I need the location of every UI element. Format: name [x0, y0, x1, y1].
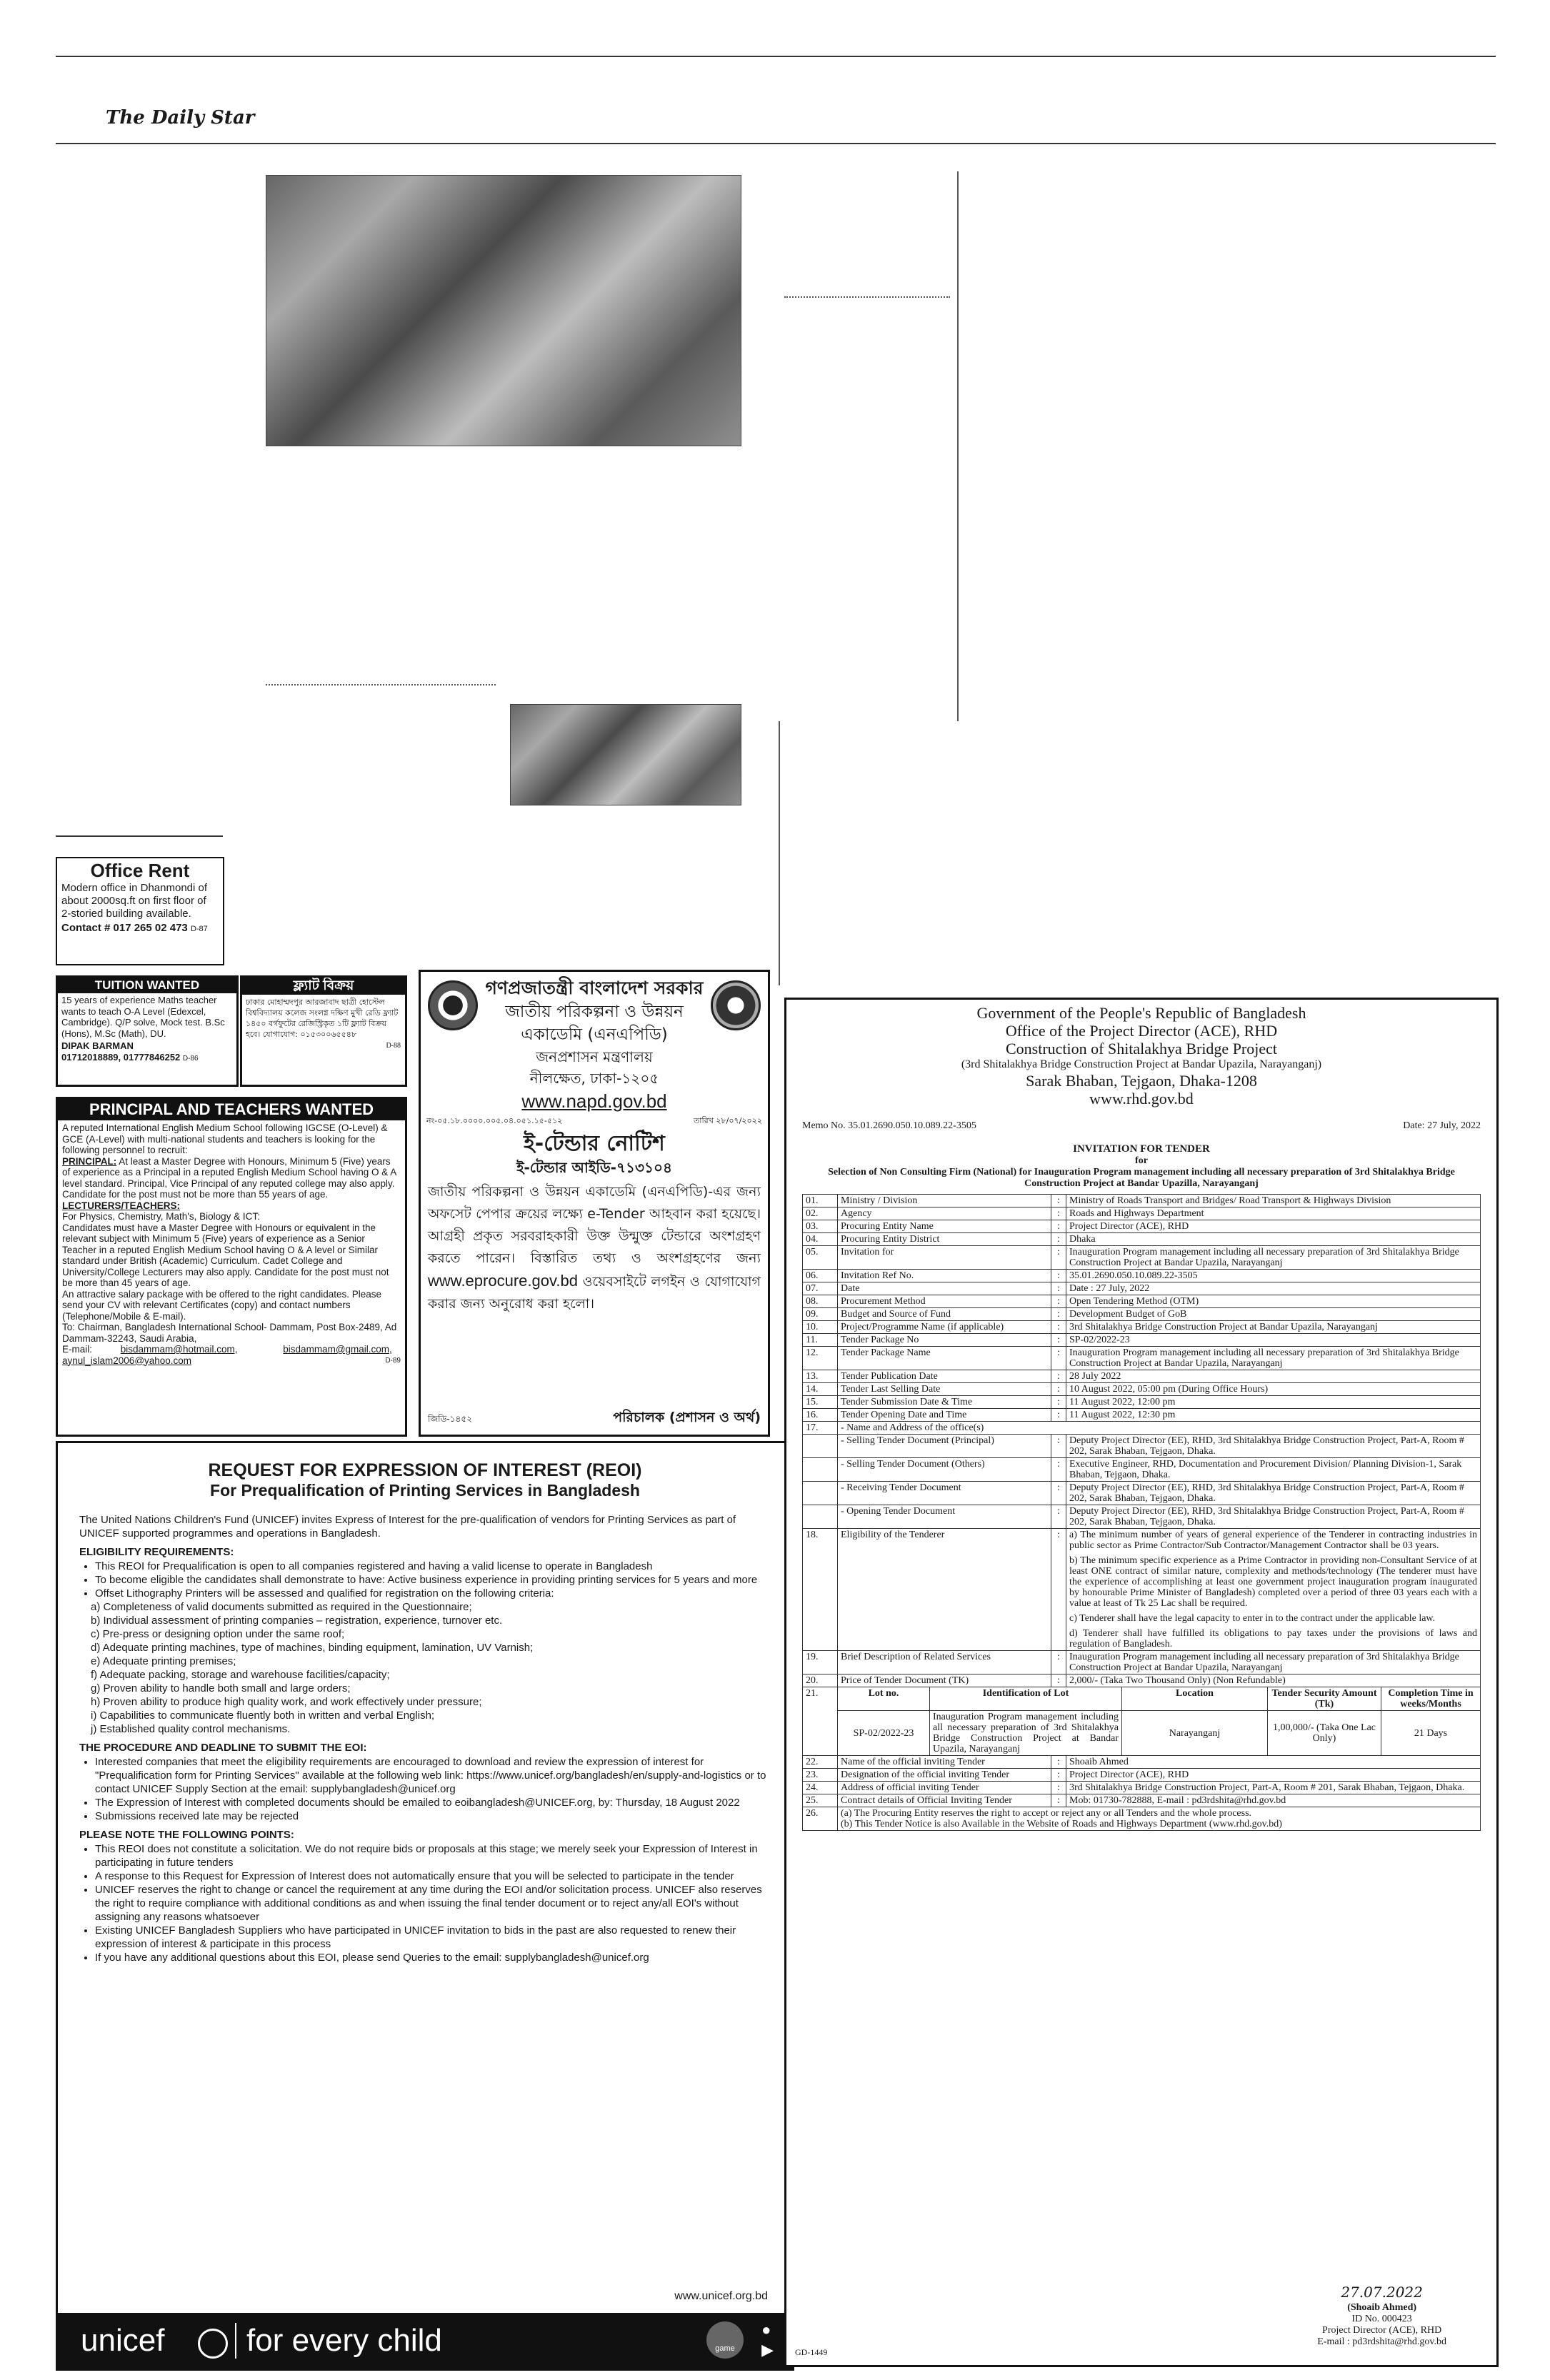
- eligibility-heading: ELIGIBILITY REQUIREMENTS:: [79, 1546, 234, 1558]
- eligibility-item: b) The minimum specific experience as a Prime Contractor in providing non-Consultant Service of at least ONE contract of similar nature, complexity and methods/technology (The tenderer must have the experience of accomplishing at least one government project inauguration program inaugurated by honourable Prime Minister of Bangladesh) completed over a period of three 03 years each with a value at least of Tk 25 Lac shall be required.: [1069, 1555, 1477, 1609]
- napd-address: নীলক্ষেত, ঢাকা-১২০৫: [529, 1070, 659, 1087]
- lot-cell: SP-02/2022-23: [838, 1711, 930, 1756]
- criteria-item: g) Proven ability to handle both small and large orders;: [91, 1682, 351, 1694]
- table-row: [803, 1711, 1481, 1756]
- row-value: 11 August 2022, 12:00 pm: [1066, 1396, 1481, 1409]
- napd-signature: পরিচালক (প্রশাসন ও অর্থ): [613, 1410, 761, 1425]
- row-number: 18.: [803, 1529, 838, 1651]
- email-link[interactable]: bisdammam@hotmail.com,: [120, 1344, 238, 1355]
- criteria-item: i) Capabilities to communicate fluently both in written and verbal English;: [91, 1709, 435, 1722]
- list-item: • Interested companies that meet the eligibility requirements are encouraged to download and review the expression of interest for "Prequalification form for Printing Services" available at the following web link: https://www.unicef.org/bangladesh/en/supply-and-logistics or to contact UNICEF Supply Section at the email: supplybangladesh@unicef.org: [95, 1755, 771, 1796]
- table-row: 18. Eligibility of the Tenderer : a) The minimum number of years of general experience of the Tenderer in contracting industries in public sector as Prime Contractor/Sub Contractor/Management Contractor shall be 03 years. b) The minimum specific experience as a Prime Contractor in providing non-Consultant Service of at least ONE contract of similar nature, complexity and methods/technology (The tenderer must have the experience of accomplishing at least one government project inauguration program inaugurated by honourable Prime Minister of Bangladesh) completed over a period of three 03 years each with a value at least of Tk 25 Lac shall be required. c) Tenderer shall have the legal capacity to enter in to the contract under the applicable law. d) Tenderer shall have fulfilled its obligations to pay taxes under the provisions of laws and regulation of Bangladesh.: [803, 1529, 1481, 1651]
- lot-header: Identification of Lot: [930, 1687, 1122, 1711]
- unicef-logo: unicef: [81, 2323, 165, 2358]
- row-number: 25.: [803, 1794, 838, 1807]
- table-row: 07. Date : Date : 27 July, 2022: [803, 1282, 1481, 1295]
- market-photo: [266, 175, 741, 446]
- row-key: - Opening Tender Document: [838, 1505, 1051, 1529]
- criteria-item: f) Adequate packing, storage and warehouse facilities/capacity;: [91, 1669, 390, 1681]
- address-text: To: Chairman, Bangladesh International School- Dammam, Post Box-2489, Ad Dammam-32243, Saudi Arabia,: [62, 1322, 397, 1344]
- govt-seal-icon: [428, 980, 478, 1030]
- top-rule: [56, 56, 1496, 57]
- unicef-tagline: for every child: [246, 2323, 442, 2358]
- table-row: 13. Tender Publication Date : 28 July 2022: [803, 1370, 1481, 1383]
- row-number: 07.: [803, 1282, 838, 1295]
- reoi-intro: The United Nations Children's Fund (UNICEF) invites Express of Interest for the pre-qualification of vendors for Printing Services as part of UNICEF supported programmes and operations in Bangladesh.: [79, 1514, 736, 1540]
- tender-heading: INVITATION FOR TENDER: [1073, 1143, 1210, 1155]
- row-value: Roads and Highways Department: [1066, 1207, 1481, 1220]
- table-row: 14. Tender Last Selling Date : 10 August 2022, 05:00 pm (During Office Hours): [803, 1383, 1481, 1396]
- criteria-item: c) Pre-press or designing option under the same roof;: [91, 1628, 345, 1640]
- flat-sale-ad: [240, 975, 407, 1087]
- row-key: - Selling Tender Document (Principal): [838, 1435, 1051, 1458]
- procedure-heading: THE PROCEDURE AND DEADLINE TO SUBMIT THE EOI:: [79, 1742, 367, 1754]
- lot-header: Completion Time in weeks/Months: [1381, 1687, 1481, 1711]
- ad-code: D-87: [190, 925, 208, 933]
- row-number: 06.: [803, 1270, 838, 1282]
- row-number: 22.: [803, 1756, 838, 1769]
- eligibility-item: c) Tenderer shall have the legal capacity to enter in to the contract under the applicable law.: [1069, 1613, 1436, 1624]
- tender-project: Construction of Shitalakhya Bridge Project: [1005, 1040, 1278, 1058]
- row-key: Date: [838, 1282, 1051, 1295]
- row-value: Dhaka: [1066, 1233, 1481, 1246]
- tuition-name: DIPAK BARMAN: [61, 1040, 134, 1051]
- signature-designation: Project Director (ACE), RHD: [1322, 2325, 1442, 2336]
- row-key: Tender Opening Date and Time: [838, 1409, 1051, 1422]
- row-number: 09.: [803, 1308, 838, 1321]
- list-item: • Submissions received late may be rejected: [95, 1809, 771, 1823]
- criteria-item: d) Adequate printing machines, type of machines, binding equipment, lamination, UV Varnish;: [91, 1642, 534, 1654]
- tender-project-sub: (3rd Shitalakhya Bridge Construction Project at Bandar Upazila, Narayanganj): [961, 1058, 1322, 1070]
- napd-website[interactable]: www.napd.gov.bd: [521, 1090, 667, 1112]
- note-a: (a) The Procuring Entity reserves the right to accept or reject any or all Tenders and the whole process.: [841, 1808, 1252, 1819]
- tender-table-tail: [802, 1755, 1481, 1831]
- office-rent-ad: [56, 857, 224, 965]
- row-key: Procurement Method: [838, 1295, 1051, 1308]
- tender-for: for: [1135, 1155, 1148, 1166]
- criteria-item: h) Proven ability to produce high quality work, and work effectively under pressure;: [91, 1696, 482, 1708]
- tuition-body: 15 years of experience Maths teacher wants to teach O-A Level (Edexcel, Cambridge). Q/P solve, Mock test. B.Sc (Hons), M.Sc (Math), DU.: [61, 995, 225, 1039]
- lot-header: Location: [1122, 1687, 1268, 1711]
- ad-code: D-89: [385, 1356, 401, 1365]
- tuition-phone: 01712018889, 01777846252: [61, 1051, 181, 1063]
- table-row: 20. Price of Tender Document (TK) : 2,000/- (Taka Two Thousand Only) (Non Refundable): [803, 1674, 1481, 1687]
- table-row: 16. Tender Opening Date and Time : 11 August 2022, 12:30 pm: [803, 1409, 1481, 1422]
- row-key: Designation of the official inviting Tender: [838, 1769, 1051, 1782]
- game-logo-icon: [706, 2321, 744, 2359]
- row-key: Procuring Entity Name: [838, 1220, 1051, 1233]
- row-key: Tender Package No: [838, 1334, 1051, 1347]
- reoi-subtitle: For Prequalification of Printing Services in Bangladesh: [210, 1481, 640, 1500]
- etender-id: ই-টেন্ডার আইডি-৭১৩১০৪: [516, 1159, 672, 1176]
- row-number: 14.: [803, 1383, 838, 1396]
- table-row: 09. Budget and Source of Fund : Development Budget of GoB: [803, 1308, 1481, 1321]
- tender-gd: GD-1449: [795, 2347, 828, 2357]
- row-number: 04.: [803, 1233, 838, 1246]
- row-value: 28 July 2022: [1066, 1370, 1481, 1383]
- row-key: Tender Package Name: [838, 1347, 1051, 1370]
- row-key: Agency: [838, 1207, 1051, 1220]
- row-value: Executive Engineer, RHD, Documentation and Procurement Division/ Planning Division-1, Sarak Bhaban, Tejgaon, Dhaka.: [1066, 1458, 1481, 1482]
- row-value: Inauguration Program management including all necessary preparation of 3rd Shitalakhya Bridge Construction Project at Bandar Upazila, Narayanganj: [1066, 1246, 1481, 1270]
- row-key: Tender Submission Date & Time: [838, 1396, 1051, 1409]
- lot-header: Tender Security Amount (Tk): [1268, 1687, 1381, 1711]
- napd-body2: ওয়েবসাইটে লগইন ও যোগাযোগ করার জন্য অনুরোধ করা হলো।: [428, 1274, 761, 1312]
- signature-email: E-mail : pd3rdshita@rhd.gov.bd: [1317, 2336, 1446, 2347]
- event-photo: [510, 704, 741, 805]
- unicef-reoi-ad: [56, 1441, 794, 2371]
- criteria-item: b) Individual assessment of printing companies – registration, experience, turnover etc.: [91, 1615, 503, 1627]
- row-key: Name of the official inviting Tender: [838, 1756, 1051, 1769]
- row-number: 23.: [803, 1769, 838, 1782]
- row-key: Invitation Ref No.: [838, 1270, 1051, 1282]
- table-row: - Selling Tender Document (Others) : Executive Engineer, RHD, Documentation and Procurement Division/ Planning Division-1, Sarak Bhaban, Tejgaon, Dhaka.: [803, 1458, 1481, 1482]
- row-key: - Receiving Tender Document: [838, 1482, 1051, 1505]
- tender-selection: Selection of Non Consulting Firm (National) for Inauguration Program management including all necessary preparation of 3rd Shitalakhya Bridge Construction Project at Bandar Upazilla, Narayanganj: [828, 1167, 1455, 1189]
- table-row: 08. Procurement Method : Open Tendering Method (OTM): [803, 1295, 1481, 1308]
- principal-title: PRINCIPAL AND TEACHERS WANTED: [58, 1099, 405, 1120]
- table-row: 10. Project/Programme Name (if applicable) : 3rd Shitalakhya Bridge Construction Project at Bandar Upazila, Narayanganj: [803, 1321, 1481, 1334]
- table-row: 06. Invitation Ref No. : 35.01.2690.050.10.089.22-3505: [803, 1270, 1481, 1282]
- eprocure-link[interactable]: www.eprocure.gov.bd: [428, 1272, 578, 1290]
- app-store-icons: ● ▶: [761, 2321, 774, 2359]
- row-key: Contract details of Official Inviting Tender: [838, 1794, 1051, 1807]
- lot-cell: Inauguration Program management including all necessary preparation of 3rd Shitalakhya Bridge Construction Project at Bandar Upazila, Narayanganj: [930, 1711, 1122, 1756]
- row-number: 01.: [803, 1195, 838, 1207]
- left-rule: [56, 835, 223, 837]
- napd-gd: জিডি-১৪৫২: [428, 1414, 472, 1424]
- unicef-globe-icon: [198, 2329, 228, 2359]
- lecturers-text: Candidates must have a Master Degree with Honours or equivalent in the relevant subject with Minimum 5 (Five) years of experience as a Senior Teacher in a reputed English Medium School having O & A level or Similar standard under British (Academic) Curriculum. Cadet College and University/College Lecturers may also apply. Candidate for the post must not be more than 45 years of age.: [62, 1222, 389, 1288]
- table-row: 11. Tender Package No : SP-02/2022-23: [803, 1334, 1481, 1347]
- row-value: Date : 27 July, 2022: [1066, 1282, 1481, 1295]
- row-value: Deputy Project Director (EE), RHD, 3rd Shitalakhya Bridge Construction Project, Part-A, Room # 202, Sarak Bhaban, Tejgaon, Dhaka.: [1066, 1482, 1481, 1505]
- ad-code: D-86: [182, 1054, 199, 1063]
- table-row: 01. Ministry / Division : Ministry of Roads Transport and Bridges/ Road Transport & Highways Division: [803, 1195, 1481, 1207]
- tender-govt: Government of the People's Republic of Bangladesh: [976, 1004, 1306, 1022]
- unicef-website[interactable]: www.unicef.org.bd: [674, 2290, 768, 2302]
- table-row: - Selling Tender Document (Principal) : Deputy Project Director (EE), RHD, 3rd Shitalakhya Bridge Construction Project, Part-A, Room # 202, Sarak Bhaban, Tejgaon, Dhaka.: [803, 1435, 1481, 1458]
- row-key: Ministry / Division: [838, 1195, 1051, 1207]
- tuition-ad: [56, 975, 239, 1087]
- row-number: 16.: [803, 1409, 838, 1422]
- row-value: Deputy Project Director (EE), RHD, 3rd Shitalakhya Bridge Construction Project, Part-A, Room # 202, Sarak Bhaban, Tejgaon, Dhaka.: [1066, 1435, 1481, 1458]
- signature-name: (Shoaib Ahmed): [1347, 2302, 1417, 2313]
- row-value: Project Director (ACE), RHD: [1066, 1220, 1481, 1233]
- row-value: Mob: 01730-782888, E-mail : pd3rdshita@rhd.gov.bd: [1066, 1794, 1481, 1807]
- row-number: [803, 1458, 838, 1482]
- eligibility-item: d) Tenderer shall have fulfilled its obligations to pay taxes under the provisions of laws and regulation of Bangladesh.: [1069, 1628, 1477, 1650]
- ad-code: D-88: [386, 1042, 401, 1050]
- unicef-footer-bar: [58, 2313, 792, 2369]
- note-b: (b) This Tender Notice is also Available in the Website of Roads and Highways Department (www.rhd.gov.bd): [841, 1819, 1282, 1829]
- email-link[interactable]: aynul_islam2006@yahoo.com: [62, 1355, 192, 1366]
- tender-date: Date: 27 July, 2022: [1403, 1120, 1481, 1131]
- lecturers-label: LECTURERS/TEACHERS:: [62, 1200, 181, 1211]
- row-key: - Name and Address of the office(s): [838, 1422, 1481, 1435]
- principal-teachers-ad: [56, 1097, 407, 1437]
- dotted-separator: [266, 684, 496, 686]
- list-item: • Existing UNICEF Bangladesh Suppliers who have participated in UNICEF invitation to bids in the past are also requested to renew their expression of interest & participate in this process: [95, 1924, 771, 1951]
- row-key: Price of Tender Document (TK): [838, 1674, 1051, 1687]
- row-key: Tender Last Selling Date: [838, 1383, 1051, 1396]
- lot-table: [802, 1687, 1481, 1756]
- row-key: Procuring Entity District: [838, 1233, 1051, 1246]
- divider: [235, 2323, 236, 2359]
- row-number: 03.: [803, 1220, 838, 1233]
- office-rent-title: Office Rent: [90, 860, 190, 881]
- lot-cell: Narayanganj: [1122, 1711, 1268, 1756]
- dotted-separator: [784, 296, 950, 298]
- row-value: Development Budget of GoB: [1066, 1308, 1481, 1321]
- email-label: E-mail:: [62, 1344, 93, 1355]
- row-key: Brief Description of Related Services: [838, 1651, 1051, 1674]
- criteria-item: e) Adequate printing premises;: [91, 1655, 236, 1667]
- list-item: • This REOI does not constitute a solicitation. We do not require bids or proposals at this stage; we merely seek your Expression of Interest in participating in future tenders: [95, 1842, 771, 1869]
- tender-memo: Memo No. 35.01.2690.050.10.089.22-3505: [802, 1120, 976, 1131]
- napd-org: জাতীয় পরিকল্পনা ও উন্নয়ন: [505, 1003, 684, 1021]
- lecturers-subjects: For Physics, Chemistry, Math's, Biology & ICT:: [62, 1211, 260, 1222]
- row-value: Open Tendering Method (OTM): [1066, 1295, 1481, 1308]
- etender-heading: ই-টেন্ডার নোটিশ: [524, 1131, 665, 1156]
- table-row: - Opening Tender Document : Deputy Project Director (EE), RHD, 3rd Shitalakhya Bridge Construction Project, Part-A, Room # 202, Sarak Bhaban, Tejgaon, Dhaka.: [803, 1505, 1481, 1529]
- table-row: 02. Agency : Roads and Highways Department: [803, 1207, 1481, 1220]
- napd-logo-icon: [711, 980, 761, 1030]
- tender-table: [802, 1194, 1481, 1422]
- row-value: SP-02/2022-23: [1066, 1334, 1481, 1347]
- tender-table-17: [802, 1421, 1481, 1529]
- row-number: 26.: [803, 1807, 838, 1831]
- tender-website[interactable]: www.rhd.gov.bd: [1089, 1090, 1194, 1108]
- tender-address: Sarak Bhaban, Tejgaon, Dhaka-1208: [1026, 1072, 1257, 1090]
- table-row: 22. Name of the official inviting Tender : Shoaib Ahmed: [803, 1756, 1481, 1769]
- reoi-title: REQUEST FOR EXPRESSION OF INTEREST (REOI): [208, 1460, 642, 1480]
- list-item: • The Expression of Interest with completed documents should be emailed to eoibangladesh@UNICEF.org, by: Thursday, 18 August 2022: [95, 1796, 771, 1809]
- napd-etender-notice: [419, 970, 770, 1437]
- flat-title: ফ্ল্যাট বিক্রয়: [242, 978, 405, 995]
- tuition-title: TUITION WANTED: [58, 978, 236, 993]
- table-row: 24. Address of official inviting Tender : 3rd Shitalakhya Bridge Construction Project, Part-A, Room # 201, Sarak Bhaban, Tejgaon, Dhaka.: [803, 1782, 1481, 1794]
- napd-memo: নং-০৫.১৮.০০০০.০০৫.০৪.০৫১.১৫-৫১২: [426, 1116, 563, 1125]
- office-rent-body: Modern office in Dhanmondi of about 2000sq.ft on first floor of 2-storied building available.: [61, 882, 208, 920]
- row-key: Invitation for: [838, 1246, 1051, 1270]
- row-key: - Selling Tender Document (Others): [838, 1458, 1051, 1482]
- row-number: 20.: [803, 1674, 838, 1687]
- row-number: 08.: [803, 1295, 838, 1308]
- table-row: 19. Brief Description of Related Services : Inauguration Program management including all necessary preparation of 3rd Shitalakhya Bridge Construction Project at Bandar Upazila, Narayanganj: [803, 1651, 1481, 1674]
- principal-label: PRINCIPAL:: [62, 1155, 117, 1167]
- lot-header: Lot no.: [838, 1687, 930, 1711]
- news-frame-lower: [779, 721, 959, 985]
- row-key: Tender Publication Date: [838, 1370, 1051, 1383]
- row-value: Deputy Project Director (EE), RHD, 3rd Shitalakhya Bridge Construction Project, Part-A, Room # 202, Sarak Bhaban, Tejgaon, Dhaka.: [1066, 1505, 1481, 1529]
- lot-cell: 1,00,000/- (Taka One Lac Only): [1268, 1711, 1381, 1756]
- office-rent-contact: Contact # 017 265 02 473: [61, 922, 188, 934]
- row-value: 2,000/- (Taka Two Thousand Only) (Non Refundable): [1066, 1674, 1481, 1687]
- table-row: [803, 1807, 1481, 1831]
- table-row: - Receiving Tender Document : Deputy Project Director (EE), RHD, 3rd Shitalakhya Bridge Construction Project, Part-A, Room # 202, Sarak Bhaban, Tejgaon, Dhaka.: [803, 1482, 1481, 1505]
- notes-heading: PLEASE NOTE THE FOLLOWING POINTS:: [79, 1829, 294, 1841]
- criteria-item: a) Completeness of valid documents submitted as required in the Questionnaire;: [91, 1601, 472, 1613]
- table-row: [803, 1422, 1481, 1435]
- salary-text: An attractive salary package with be offered to the right candidates. Please send your CV with relevant Certificates (copy) and contact numbers (Telephone/Mobile & E-mail).: [62, 1288, 382, 1322]
- row-number: 15.: [803, 1396, 838, 1409]
- row-number: 02.: [803, 1207, 838, 1220]
- napd-date: তারিখ ২৮/০৭/২০২২: [694, 1116, 762, 1125]
- tender-signature-block: [1317, 2282, 1446, 2348]
- table-row: 25. Contract details of Official Inviting Tender : Mob: 01730-782888, E-mail : pd3rdshita@rhd.gov.bd: [803, 1794, 1481, 1807]
- row-value: 11 August 2022, 12:30 pm: [1066, 1409, 1481, 1422]
- row-key: Address of official inviting Tender: [838, 1782, 1051, 1794]
- list-item: • This REOI for Prequalification is open to all companies registered and having a valid license to operate in Bangladesh: [95, 1560, 771, 1573]
- list-item: • To become eligible the candidates shall demonstrate to have: Active business experience in providing printing services for 5 years and more: [95, 1573, 771, 1587]
- masthead-rule: [56, 143, 1496, 144]
- row-number: 10.: [803, 1321, 838, 1334]
- principal-intro: A reputed International English Medium School following IGCSE (O-Level) & GCE (A-Level) with multi-national students and teachers is looking for the following personnel to recruit:: [62, 1123, 388, 1155]
- list-item: • Offset Lithography Printers will be assessed and qualified for registration on the following criteria:: [95, 1587, 771, 1600]
- game-logo-text: game: [715, 2344, 735, 2353]
- row-number: [803, 1435, 838, 1458]
- signature-date: 27.07.2022: [1341, 2284, 1423, 2301]
- eligibility-item: a) The minimum number of years of general experience of the Tenderer in contracting industries in public sector as Prime Contractor/Sub Contractor/Management Contractor shall be 03 years.: [1069, 1530, 1477, 1551]
- table-row: [803, 1687, 1481, 1711]
- table-row: 05. Invitation for : Inauguration Program management including all necessary preparation of 3rd Shitalakhya Bridge Construction Project at Bandar Upazila, Narayanganj: [803, 1246, 1481, 1270]
- row-number: [803, 1482, 838, 1505]
- table-row: 23. Designation of the official inviting Tender : Project Director (ACE), RHD: [803, 1769, 1481, 1782]
- flat-body: ঢাকার মোহাম্মদপুর আরজাবাদ ছাত্রী হোস্টেল বিশ্ববিদ্যালয় কলেজ সংলগ্ন দক্ষিণ মুখী রেডি ফ্ল্যাট ১৪৫০ বর্গফুটের রেজিস্ট্রিকৃত ১টি ফ্ল্যাট বিক্রয় হবে। যোগাযোগ: ০১৫৩০০৬৫৫৪৮: [246, 998, 399, 1039]
- row-value: Project Director (ACE), RHD: [1066, 1769, 1481, 1782]
- masthead: The Daily Star: [106, 107, 255, 129]
- principal-text: At least a Master Degree with Honours, Minimum 5 (Five) years of experience as a Principal in a reputed English Medium School having O & A level standard. Principal, Vice Principal of any reputed college may also apply. Candidate for the post must not be more than 55 years of age.: [62, 1155, 396, 1200]
- napd-body: জাতীয় পরিকল্পনা ও উন্নয়ন একাডেমি (এনএপিডি)-এর জন্য অফসেট পেপার ক্রয়ের লক্ষ্যে e-Tender আহবান করা হয়েছে। আগ্রহী প্রকৃত সরবরাহকারী উক্ত উন্মুক্ত টেন্ডারে অংশগ্রহণ করতে পারেন। বিস্তারিত তথ্য ও অংশগ্রহণের জন্য: [428, 1184, 761, 1266]
- table-row: 03. Procuring Entity Name : Project Director (ACE), RHD: [803, 1220, 1481, 1233]
- row-number: [803, 1505, 838, 1529]
- govt-name: গণপ্রজাতন্ত্রী বাংলাদেশ সরকার: [485, 978, 704, 998]
- row-number: 19.: [803, 1651, 838, 1674]
- list-item: • UNICEF reserves the right to change or cancel the requirement at any time during the EOI and/or solicitation process. UNICEF also reserves the right to require compliance with additional conditions as and when issuing the final tender document or to reject any/all EOI's without assigning any reasons whatsoever: [95, 1883, 771, 1924]
- table-row: 12. Tender Package Name : Inauguration Program management including all necessary preparation of 3rd Shitalakhya Bridge Construction Project at Bandar Upazila, Narayanganj: [803, 1347, 1481, 1370]
- row-number: 17.: [803, 1422, 838, 1435]
- row-key: Budget and Source of Fund: [838, 1308, 1051, 1321]
- row-value: 3rd Shitalakhya Bridge Construction Project, Part-A, Room # 201, Sarak Bhaban, Tejgaon, Dhaka.: [1066, 1782, 1481, 1794]
- row-value: Inauguration Program management including all necessary preparation of 3rd Shitalakhya Bridge Construction Project at Bandar Upazila, Narayanganj: [1066, 1347, 1481, 1370]
- criteria-item: j) Established quality control mechanisms.: [91, 1723, 291, 1735]
- row-number: 12.: [803, 1347, 838, 1370]
- rhd-tender-notice: [784, 998, 1499, 2367]
- signature-id: ID No. 000423: [1351, 2314, 1412, 2324]
- row-value: 35.01.2690.050.10.089.22-3505: [1066, 1270, 1481, 1282]
- row-key: Project/Programme Name (if applicable): [838, 1321, 1051, 1334]
- table-row: 15. Tender Submission Date & Time : 11 August 2022, 12:00 pm: [803, 1396, 1481, 1409]
- row-number: 05.: [803, 1246, 838, 1270]
- lot-cell: 21 Days: [1381, 1711, 1481, 1756]
- row-value: 10 August 2022, 05:00 pm (During Office Hours): [1066, 1383, 1481, 1396]
- row-value: Shoaib Ahmed: [1066, 1756, 1481, 1769]
- row-number: 21.: [803, 1687, 838, 1756]
- napd-org2: একাডেমি (এনএপিডি): [521, 1025, 668, 1044]
- napd-ministry: জনপ্রশাসন মন্ত্রণালয়: [536, 1048, 653, 1065]
- row-number: 11.: [803, 1334, 838, 1347]
- row-key: Eligibility of the Tenderer: [838, 1529, 1051, 1651]
- row-number: 24.: [803, 1782, 838, 1794]
- email-link[interactable]: bisdammam@gmail.com,: [283, 1344, 392, 1355]
- row-value: Ministry of Roads Transport and Bridges/ Road Transport & Highways Division: [1066, 1195, 1481, 1207]
- row-value: 3rd Shitalakhya Bridge Construction Project at Bandar Upazila, Narayanganj: [1066, 1321, 1481, 1334]
- list-item: • If you have any additional questions about this EOI, please send Queries to the email: supplybangladesh@unicef.org: [95, 1951, 771, 1964]
- tender-table-18: [802, 1528, 1481, 1687]
- list-item: • A response to this Request for Expression of Interest does not automatically ensure that you will be selected to participate in the tender: [95, 1869, 771, 1883]
- row-number: 13.: [803, 1370, 838, 1383]
- table-row: 04. Procuring Entity District : Dhaka: [803, 1233, 1481, 1246]
- tender-office: Office of the Project Director (ACE), RHD: [1005, 1022, 1278, 1040]
- row-value: Inauguration Program management including all necessary preparation of 3rd Shitalakhya Bridge Construction Project at Bandar Upazila, Narayanganj: [1066, 1651, 1481, 1674]
